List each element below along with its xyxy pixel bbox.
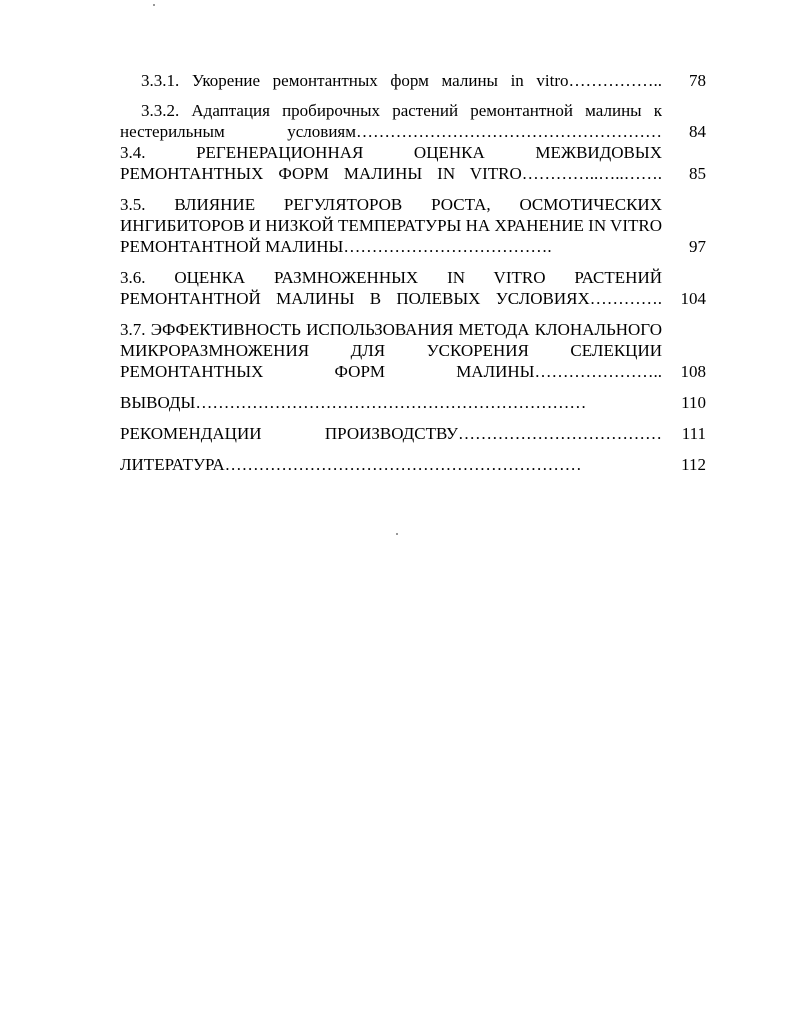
- toc-entry-page: 110: [681, 393, 706, 412]
- toc-entry-3-3-2: [120, 100, 710, 142]
- toc-entry-title: 3.4. РЕГЕНЕРАЦИОННАЯ ОЦЕНКА МЕЖВИДОВЫХ РЕМОНТАНТНЫХ ФОРМ МАЛИНЫ IN VITRO…………..…..…….: [120, 143, 662, 183]
- toc-entry-title: ЛИТЕРАТУРА………………………………………………………: [120, 455, 582, 474]
- toc-entry-3-7: [120, 319, 710, 382]
- toc-entry-3-4: [120, 142, 710, 184]
- toc-entry-title: РЕКОМЕНДАЦИИ ПРОИЗВОДСТВУ………………………………: [120, 424, 662, 443]
- toc-entry-3-3-1: [120, 70, 710, 91]
- toc-entry-title: 3.7. ЭФФЕКТИВНОСТЬ ИСПОЛЬЗОВАНИЯ МЕТОДА КЛОНАЛЬНОГО МИКРОРАЗМНОЖЕНИЯ ДЛЯ УСКОРЕНИЯ СЕЛЕКЦИИ РЕМОНТАНТНЫХ ФОРМ МАЛИНЫ…………………..: [120, 320, 662, 381]
- toc-entry-page: 112: [681, 455, 706, 474]
- scan-speck: [153, 4, 155, 6]
- toc-entry-page: 78: [689, 71, 706, 90]
- toc-entry-page: 108: [680, 362, 706, 381]
- scan-speck: [396, 533, 398, 535]
- toc-entry-title: 3.6. ОЦЕНКА РАЗМНОЖЕННЫХ IN VITRO РАСТЕНИЙ РЕМОНТАНТНОЙ МАЛИНЫ В ПОЛЕВЫХ УСЛОВИЯХ………….: [120, 268, 662, 308]
- toc-entry-page: 85: [689, 164, 706, 183]
- table-of-contents: [120, 70, 710, 475]
- toc-entry-recommendations: [120, 423, 710, 444]
- toc-entry-literature: [120, 454, 710, 475]
- toc-entry-page: 111: [681, 424, 706, 443]
- toc-entry-title: 3.3.1. Укорение ремонтантных форм малины in vitro……………..: [141, 71, 662, 90]
- toc-entry-page: 84: [689, 122, 706, 141]
- toc-entry-3-6: [120, 267, 710, 309]
- toc-entry-title: ВЫВОДЫ……………………………………………………………: [120, 393, 587, 412]
- toc-entry-conclusions: [120, 392, 710, 413]
- toc-entry-3-5: [120, 194, 710, 257]
- toc-entry-page: 104: [680, 289, 706, 308]
- toc-entry-page: 97: [689, 237, 706, 256]
- toc-entry-title: 3.3.2. Адаптация пробирочных растений ремонтантной малины к нестерильным условиям………………………………………………: [120, 101, 662, 141]
- toc-entry-title: 3.5. ВЛИЯНИЕ РЕГУЛЯТОРОВ РОСТА, ОСМОТИЧЕСКИХ ИНГИБИТОРОВ И НИЗКОЙ ТЕМПЕРАТУРЫ НА ХРАНЕНИЕ IN VITRO РЕМОНТАНТНОЙ МАЛИНЫ……………………………….: [120, 195, 662, 256]
